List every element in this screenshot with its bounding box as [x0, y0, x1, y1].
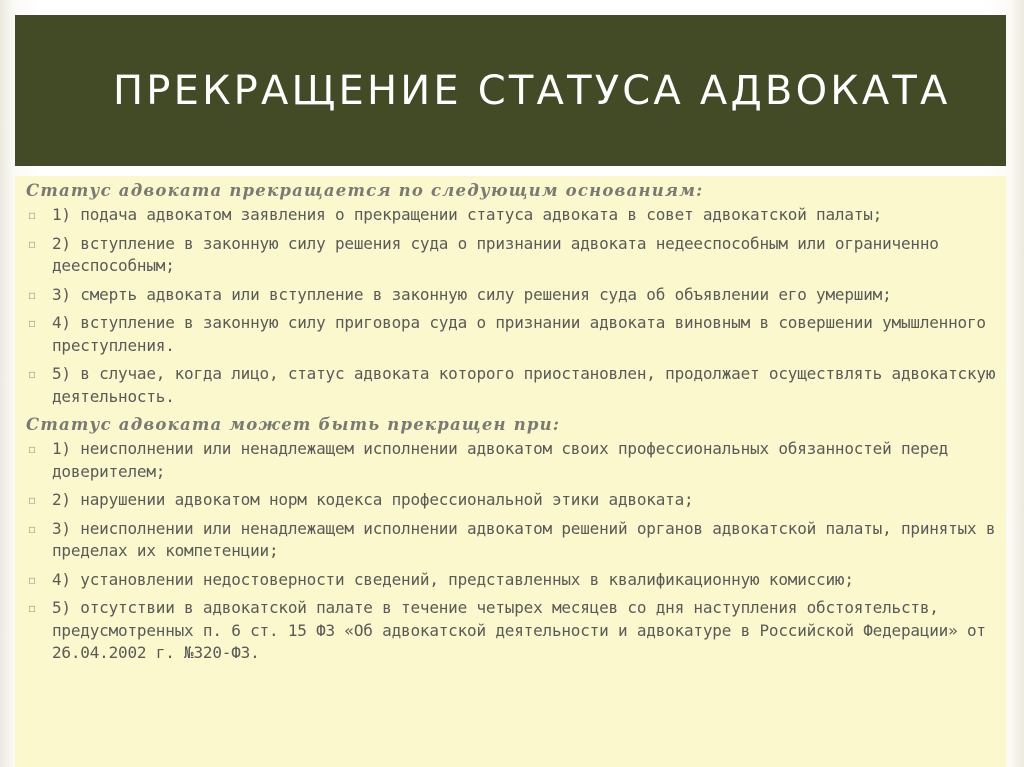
list-item	[26, 597, 998, 665]
list-item-text: 4) установлении недостоверности сведений, представленных в квалификационную комиссию;	[52, 569, 854, 589]
list-item-text: 1) подача адвокатом заявления о прекращении статуса адвоката в совет адвокатской палаты;	[52, 205, 883, 224]
list-item-text: 3) смерть адвоката или вступление в законную силу решения суда об объявлении его умершим;	[52, 284, 892, 304]
list-item	[26, 569, 998, 592]
section-heading-termination-grounds: Статус адвоката прекращается по следующим основаниям:	[26, 181, 704, 200]
list-item	[26, 489, 998, 512]
slide-title: ПРЕКРАЩЕНИЕ СТАТУСА АДВОКАТА	[113, 67, 951, 114]
list-item	[26, 312, 998, 357]
list-item-text: 1) неисполнении или ненадлежащем исполнении адвокатом своих профессиональных обязанностей перед доверителем;	[52, 439, 949, 481]
list-item-text: 5) в случае, когда лицо, статус адвоката которого приостановлен, продолжает осуществлять адвокатскую деятельность.	[52, 364, 996, 406]
square-bullet-icon: ▫	[28, 572, 36, 587]
content-panel	[15, 176, 1006, 767]
list-item	[26, 363, 998, 408]
square-bullet-icon: ▫	[28, 367, 36, 381]
square-bullet-icon: ▫	[28, 493, 36, 507]
list-item-text: 3) неисполнении или ненадлежащем исполнении адвокатом решений органов адвокатской палаты, принятых в пределах их компетенции;	[52, 518, 996, 560]
list-item-text: 2) нарушении адвокатом норм кодекса профессиональной этики адвоката;	[52, 490, 694, 509]
termination-grounds-list	[26, 204, 998, 408]
square-bullet-icon: ▫	[28, 442, 36, 456]
title-banner	[15, 15, 1006, 166]
list-item-text: 4) вступление в законную силу приговора суда о признании адвоката виновным в совершении умышленного преступления.	[52, 313, 986, 355]
square-bullet-icon: ▫	[28, 208, 36, 222]
square-bullet-icon: ▫	[28, 236, 36, 251]
section-heading-may-be-terminated: Статус адвоката может быть прекращен при:	[26, 415, 561, 434]
discretionary-grounds-list	[26, 438, 998, 665]
square-bullet-icon: ▫	[28, 521, 36, 536]
square-bullet-icon: ▫	[28, 287, 36, 302]
list-item-text: 2) вступление в законную силу решения суда о признании адвоката недееспособным или ограниченно дееспособным;	[52, 233, 939, 275]
list-item	[26, 518, 998, 563]
list-item	[26, 284, 998, 307]
square-bullet-icon: ▫	[28, 601, 36, 615]
list-item	[26, 233, 998, 278]
square-bullet-icon: ▫	[28, 316, 36, 330]
list-item-text: 5) отсутствии в адвокатской палате в течение четырех месяцев со дня наступления обстоятельств, предусмотренных п. 6 ст. 15 ФЗ «Об адвокатской деятельности и адвокатуре в Российской Федерации» от 26.04.2002 г. №320-ФЗ.	[52, 598, 986, 662]
list-item	[26, 204, 998, 227]
list-item	[26, 438, 998, 483]
